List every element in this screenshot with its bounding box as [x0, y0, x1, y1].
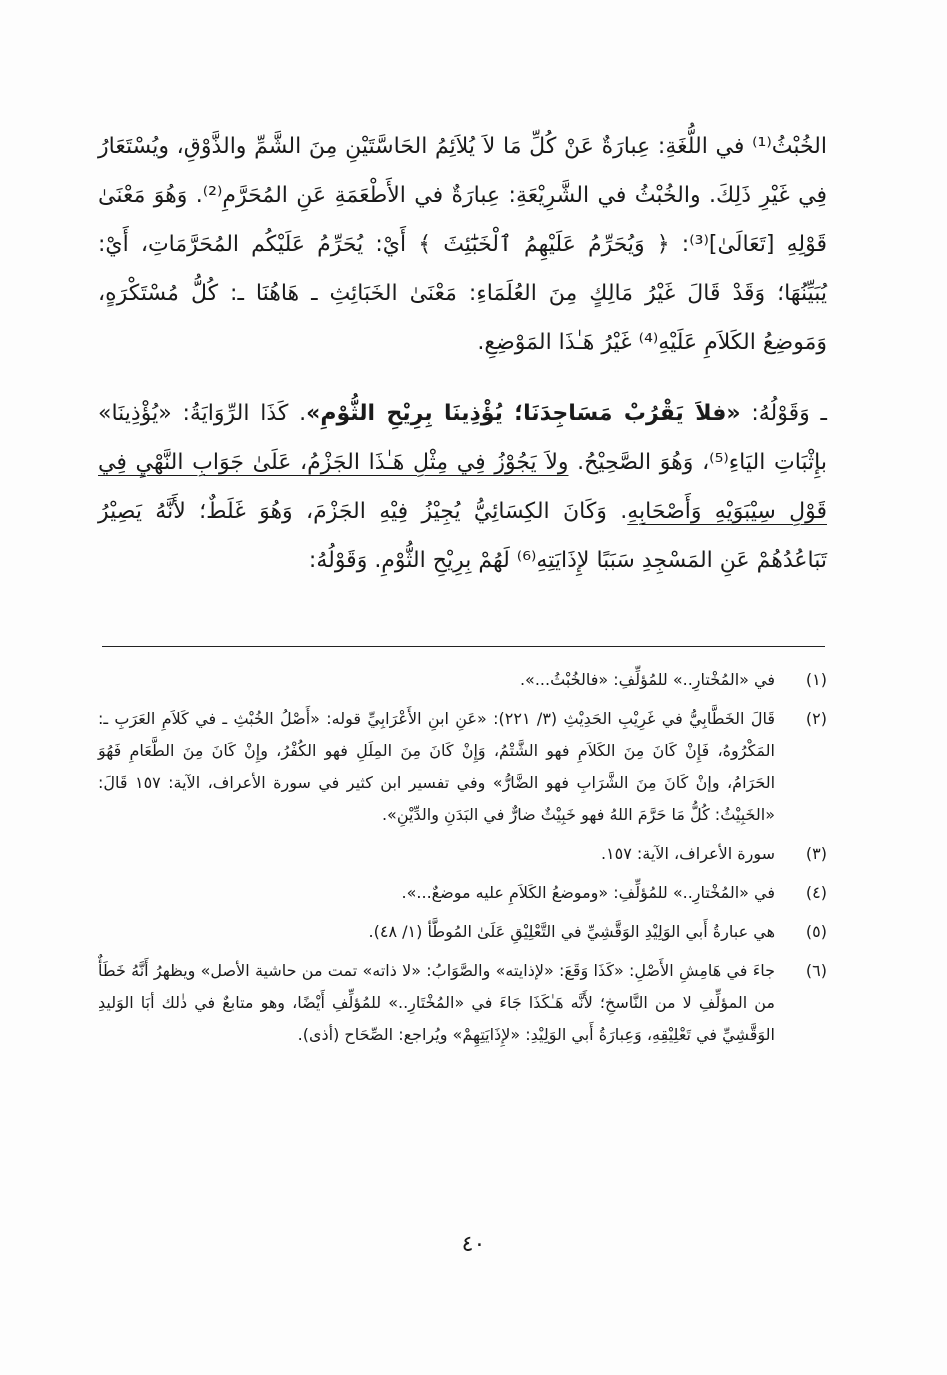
footnote-item: [98, 877, 827, 909]
footnote-text: في «المُخْتارِ..» للمُؤلِّفِ: «فالخُبْثُ...».: [519, 670, 775, 689]
footnote-item: [98, 955, 827, 1051]
footnote-text: قَالَ الخَطَّابِيُّ في غَرِيْبِ الحَدِيْثِ (٣/ ٢٢١): «عَنِ ابنِ الأَعْرَابِيِّ قوله: «أَصْلُ الخُبْثِ ـ في كَلاَمِ العَرَبِ ـ: المَكْرُوهُ، فَإِنْ كَانَ مِنَ الكَلاَمِ فهو الشَّتْمُ، وَإِنْ كَانَ مِنَ المِلَلِ فهو الكُفْرُ، وإِنْ كَانَ مِنَ الطَّعَامِ فَهُوَ الحَرَامُ، وإنْ كَانَ مِنَ الشَّرَابِ فهو الضَّارُّ» وفي تفسير ابن كثير في سورة الأعراف، الآية: ١٥٧ قَالَ: «الخَبِيْثُ: كُلُّ مَا حَرَّمَ اللهُ فهو خَبِيْثٌ ضارٌّ في البَدَنِ والدِّيْنِ».: [98, 709, 776, 824]
footnotes: [98, 664, 827, 1058]
main-text: [98, 122, 827, 585]
paragraph-2-end: . وَكَانَ الكِسَائِيُّ يُجِيْزُ فِيْهِ الجَزْمَ، وَهُوَ غَلَطٌ؛ لأَنَّهُ يَصِيْرُ تَبَاعُدُهُمْ عَنِ المَسْجِدِ سَبَبًا لإِذَايَتِهِ⁽⁶⁾ لَهُمْ بِرِيْحِ الثُّوْمِ. وَقَوْلُهُ:: [98, 499, 827, 573]
footnote-item: [98, 838, 827, 870]
footnote-item: [98, 703, 827, 831]
footnote-number: (٣): [805, 844, 827, 863]
paragraph-2-mid: . كَذَا الرِّوَايَةُ: «يُؤْذِينَا» بإِثْبَاتِ اليَاءِ⁽⁵⁾، وَهُوَ الصَّحِيْحُ.: [98, 401, 827, 475]
footnote-number: (٤): [805, 883, 827, 902]
footnote-text: في «المُخْتارِ..» للمُؤلِّفِ: «وموضعُ الكَلاَمِ عليه موضعٌ...».: [401, 883, 775, 902]
page-number: ٤٠: [461, 1232, 486, 1257]
footnote-text: سورة الأعراف، الآية: ١٥٧.: [600, 844, 775, 863]
footnote-number: (٢): [805, 709, 827, 728]
footnote-number: (١): [805, 670, 827, 689]
hadith-quote: «فلاَ يَقْرُبْ مَسَاجِدَنَا؛ يُؤْذِينَا بِرِيْحِ الثُّوْمِ»: [306, 401, 741, 426]
footnote-item: [98, 664, 827, 696]
footnote-item: [98, 916, 827, 948]
paragraph-2-intro: ـ وَقَوْلُهُ:: [740, 401, 827, 426]
main-paragraph-2: [98, 389, 827, 585]
underlined-passage: ولاَ يَجُوْزُ فِي مِثْلِ هَـٰذَا الجَزْمُ، عَلَىٰ جَوَابِ النَّهْيِ فِي قَوْلِ سِيْبَوَيْهِ وَأَصْحَابِهِ: [98, 450, 827, 524]
footnote-number: (٥): [805, 922, 827, 941]
footnote-text: جاءَ في هَامِشِ الأَصْلِ: «كَذَا وَقَعَ: «لإذايته» والصَّوَابُ: «لا ذاته» تمت من حاشية الأصل» ويظهرُ أَنَّهُ خَطَأٌ من المؤلِّفِ لا من النَّاسخِ؛ لأَنَّه هَـٰكَذَا جَاءَ في «المُخْتَارِ..» للمُؤلِّفِ أَيْضًا، وهو متابعٌ في ذٰلك أبَا الوَليدِ الوَقَّشِيِّ في تَعْلِيْقِهِ، وَعِبارَةُ أَبي الوَلِيْدِ: «لإِذَايَتِهِمْ» ويُراجع: الصِّحَاح (أذى).: [98, 961, 775, 1044]
main-paragraph-1: الخُبْثُ⁽¹⁾ في اللُّغَةِ: عِبارَةٌ عَنْ كُلِّ مَا لاَ يُلاَئِمُ الحَاسَّتَيْنِ مِنَ الشَّمِّ والذَّوْقِ، ويُسْتَعَارُ فِي غَيْرِ ذَلِكَ. والخُبْثُ في الشَّرِيْعَةِ: عِبارَةٌ في الأَطْعَمَةِ عَنِ المُحَرَّمِ⁽²⁾. وَهُوَ مَعْنَىٰ قَوْلِهِ [تَعَالَىٰ]⁽³⁾: ﴿ وَيُحَرِّمُ عَلَيْهِمُ ٱلْخَبَٰٓئِثَ ﴾ أَيْ: يُحَرِّمُ عَلَيْكُم المُحَرَّمَاتِ، أَيْ: يُبَيِّنُهَا؛ وَقَدْ قَالَ غَيْرُ مَالِكٍ مِنَ العُلَمَاءِ: مَعْنَىٰ الخَبَائِثِ ـ هَاهُنَا ـ: كُلُّ مُسْتَكْرَهٍ، وَمَوضِعُ الكَلاَمِ عَلَيْهِ⁽⁴⁾ غَيْرُ هَـٰذَا المَوْضِعِ.: [98, 134, 828, 355]
footnote-text: هي عبارةُ أَبي الوَلِيْدِ الوَقَّشِيِّ في التَّعْلِيْقِ عَلَىٰ المُوطَّأ (١/ ٤٨).: [368, 922, 775, 941]
footnote-divider: [102, 646, 825, 647]
footnote-number: (٦): [805, 961, 827, 980]
